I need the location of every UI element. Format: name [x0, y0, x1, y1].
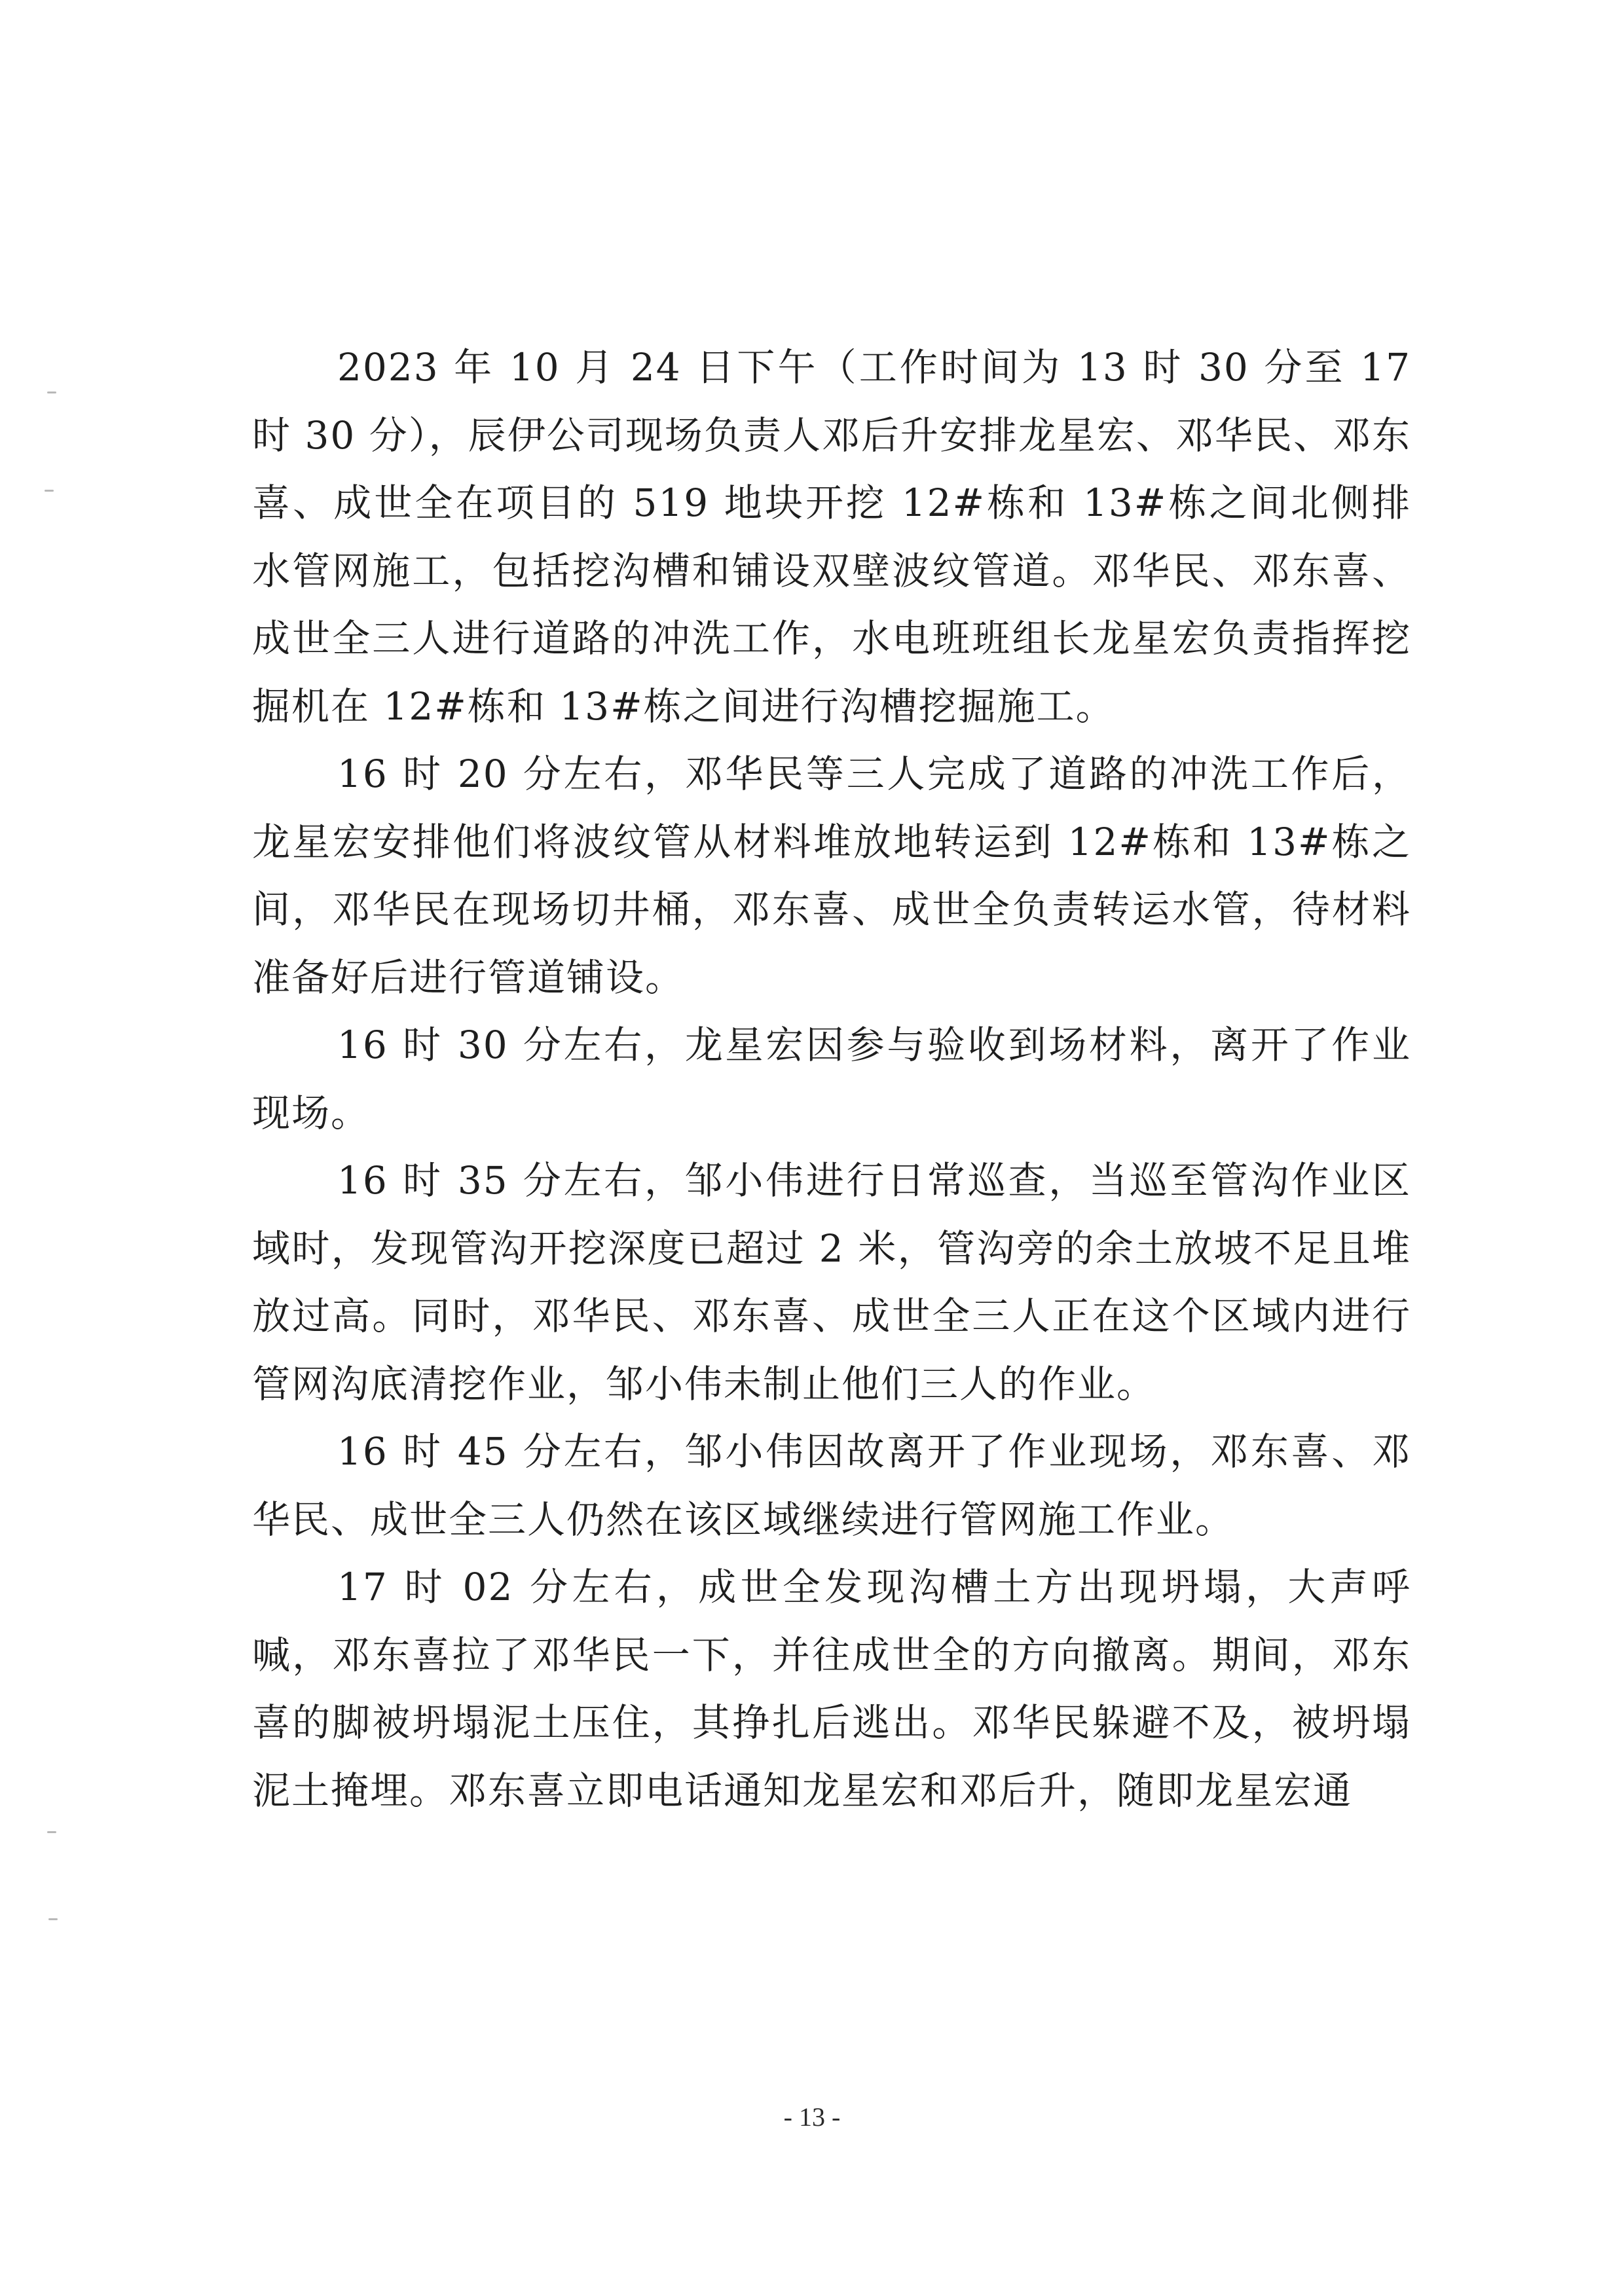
- body-text: [252, 334, 1411, 1825]
- paragraph-1635: 16 时 35 分左右，邹小伟进行日常巡查，当巡至管沟作业区域时，发现管沟开挖深度已超过 2 米，管沟旁的余土放坡不足且堆放过高。同时，邓华民、邓东喜、成世全三人正在这个区域内进行管网沟底清挖作业，邹小伟未制止他们三人的作业。: [252, 1158, 1411, 1406]
- paragraph-1645: 16 时 45 分左右，邹小伟因故离开了作业现场，邓东喜、邓华民、成世全三人仍然在该区域继续进行管网施工作业。: [252, 1429, 1411, 1542]
- scan-mark: [47, 392, 56, 393]
- paragraph-work-arrangement: 2023 年 10 月 24 日下午（工作时间为 13 时 30 分至 17 时 30 分），辰伊公司现场负责人邓后升安排龙星宏、邓华民、邓东喜、成世全在项目的 519 地块开挖 12#栋和 13#栋之间北侧排水管网施工，包括挖沟槽和铺设双壁波纹管道。邓华民、邓东喜、成世全三人进行道路的冲洗工作，水电班班组长龙星宏负责指挥挖掘机在 12#栋和 13#栋之间进行沟槽挖掘施工。: [252, 345, 1411, 729]
- scan-mark: [47, 1831, 56, 1833]
- paragraph-1620: 16 时 20 分左右，邓华民等三人完成了道路的冲洗工作后，龙星宏安排他们将波纹管从材料堆放地转运到 12#栋和 13#栋之间，邓华民在现场切井桶，邓东喜、成世全负责转运水管，待材料准备好后进行管道铺设。: [252, 752, 1411, 1000]
- paragraph-1702: 17 时 02 分左右，成世全发现沟槽土方出现坍塌，大声呼喊，邓东喜拉了邓华民一下，并往成世全的方向撤离。期间，邓东喜的脚被坍塌泥土压住，其挣扎后逃出。邓华民躲避不及，被坍塌泥土掩埋。邓东喜立即电话通知龙星宏和邓后升，随即龙星宏通: [252, 1565, 1411, 1813]
- page-number: - 13 -: [783, 2102, 841, 2132]
- paragraph-1630: 16 时 30 分左右，龙星宏因参与验收到场材料，离开了作业现场。: [252, 1023, 1411, 1135]
- scan-mark: [48, 1918, 58, 1920]
- scan-mark: [45, 490, 54, 492]
